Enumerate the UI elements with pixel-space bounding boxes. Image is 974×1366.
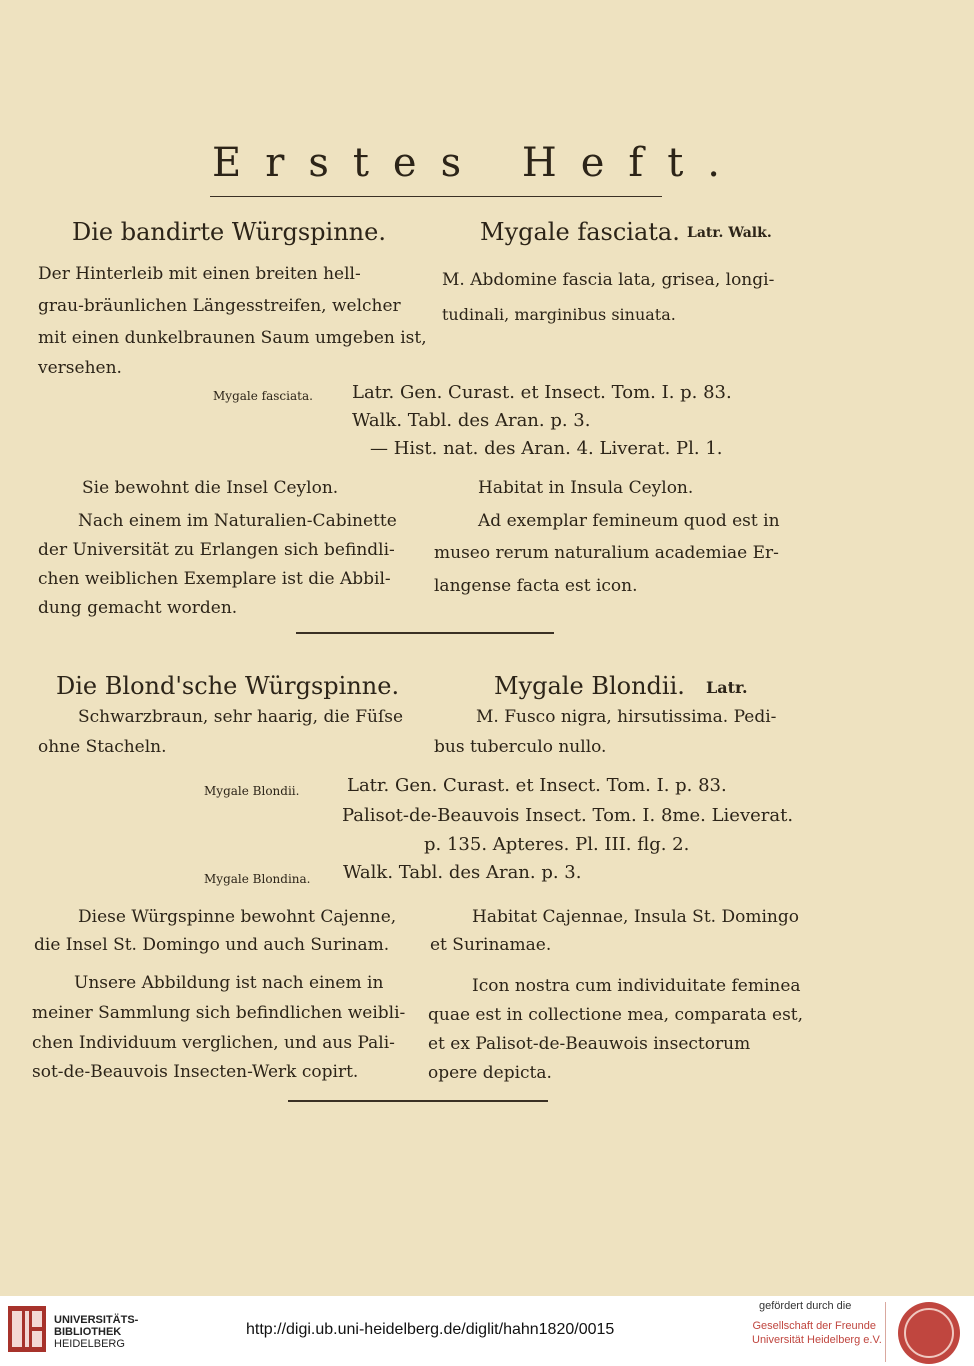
section1-desc-de-1: Der Hinterleib mit einen breiten hell- (38, 264, 361, 284)
library-line-2: BIBLIOTHEK (54, 1326, 122, 1338)
seal-ring (904, 1308, 954, 1358)
library-line-3: HEIDELBERG (54, 1338, 125, 1350)
section2-habitat-la-2: et Surinamae. (430, 935, 552, 955)
society-seal-icon (898, 1302, 960, 1364)
sponsor-label: gefördert durch die (759, 1300, 852, 1312)
section1-ref-3: — Hist. nat. des Aran. 4. Liverat. Pl. 1. (370, 438, 723, 459)
section2-ref-2-1: Walk. Tabl. des Aran. p. 3. (343, 862, 582, 883)
library-name (54, 1314, 138, 1350)
section1-desc-la-2: tudinali, marginibus sinuata. (442, 305, 676, 324)
section2-note-de-2: meiner Sammlung sich befindlichen weibli- (32, 1003, 406, 1023)
sponsor-line-2: Universität Heidelberg e.V. (752, 1334, 882, 1346)
section1-note-de-3: chen weiblichen Exemplare ist die Abbil- (38, 569, 391, 589)
section2-desc-de-2: ohne Stacheln. (38, 737, 167, 757)
section1-ref-label: Mygale fasciata. (213, 389, 313, 403)
section1-desc-de-3: mit einen dunkelbraunen Saum umgeben ist, (38, 328, 427, 348)
section1-ref-2: Walk. Tabl. des Aran. p. 3. (352, 410, 591, 431)
section2-habitat-de-2: die Insel St. Domingo und auch Surinam. (34, 935, 390, 955)
section1-note-la-3: langense facta est icon. (434, 576, 638, 596)
section1-habitat-la: Habitat in Insula Ceylon. (478, 478, 694, 498)
section2-note-la-1: Icon nostra cum individuitate feminea (472, 976, 801, 996)
section1-title-la: Mygale fasciata. (480, 218, 680, 246)
section2-desc-de-1: Schwarzbraun, sehr haarig, die Füſse (78, 707, 404, 727)
section2-note-de-1: Unsere Abbildung ist nach einem in (74, 973, 384, 993)
section2-ref-1-1: Latr. Gen. Curast. et Insect. Tom. I. p. 83. (347, 775, 727, 796)
section2-note-la-3: et ex Palisot-de-Beauwois insectorum (428, 1034, 751, 1054)
section2-note-de-3: chen Individuum verglichen, und aus Pali- (32, 1033, 395, 1053)
section1-title-de: Die bandirte Würgspinne. (72, 218, 386, 246)
section-divider-2 (288, 1100, 548, 1102)
section2-title-la: Mygale Blondii. (494, 672, 685, 700)
section2-title-de: Die Blond'sche Würgspinne. (56, 672, 400, 700)
footer-divider (885, 1302, 886, 1362)
section2-ref-1-2: Palisot-de-Beauvois Insect. Tom. I. 8me. Lieverat. (342, 805, 794, 826)
section1-desc-de-4: versehen. (38, 358, 122, 378)
section1-note-la-2: museo rerum naturalium academiae Er- (434, 543, 779, 563)
section1-habitat-de: Sie bewohnt die Insel Ceylon. (82, 478, 339, 498)
library-line-1: UNIVERSITÄTS- (54, 1314, 139, 1326)
section2-title-la-auth: Latr. (706, 678, 748, 697)
sponsor-name (752, 1319, 882, 1347)
sponsor-line-1: Gesellschaft der Freunde (752, 1320, 876, 1332)
section1-desc-de-2: grau-bräunlichen Längesstreifen, welcher (38, 296, 401, 316)
section2-note-la-2: quae est in collectione mea, comparata est, (428, 1005, 804, 1025)
section2-desc-la-1: M. Fusco nigra, hirsutissima. Pedi- (476, 707, 777, 727)
section1-note-de-4: dung gemacht worden. (38, 598, 238, 618)
section1-ref-1: Latr. Gen. Curast. et Insect. Tom. I. p. 83. (352, 382, 732, 403)
section2-ref-1-3: p. 135. Apteres. Pl. III. flg. 2. (424, 834, 690, 855)
section2-ref-label-2: Mygale Blondina. (204, 872, 311, 886)
section2-note-de-4: sot-de-Beauvois Insecten-Werk copirt. (32, 1062, 359, 1082)
section1-note-la-1: Ad exemplar femineum quod est in (478, 511, 780, 531)
section1-note-de-2: der Universität zu Erlangen sich befindli- (38, 540, 395, 560)
section1-note-de-1: Nach einem im Naturalien-Cabinette (78, 511, 397, 531)
section2-desc-la-2: bus tuberculo nullo. (434, 737, 607, 757)
section1-title-la-auth: Latr. Walk. (687, 225, 772, 241)
section1-desc-la-1: M. Abdomine fascia lata, grisea, longi- (442, 270, 775, 290)
section2-habitat-de-1: Diese Würgspinne bewohnt Cajenne, (78, 907, 397, 927)
section-divider-1 (296, 632, 554, 634)
section2-ref-label-1: Mygale Blondii. (204, 784, 300, 798)
section2-habitat-la-1: Habitat Cajennae, Insula St. Domingo (472, 907, 799, 927)
university-library-logo-icon (8, 1306, 46, 1352)
heading-underline (210, 196, 662, 197)
permalink-url[interactable]: http://digi.ub.uni-heidelberg.de/diglit/hahn1820/0015 (246, 1321, 615, 1338)
section2-note-la-4: opere depicta. (428, 1063, 552, 1083)
page-heading: Erstes Heft. (212, 140, 744, 186)
